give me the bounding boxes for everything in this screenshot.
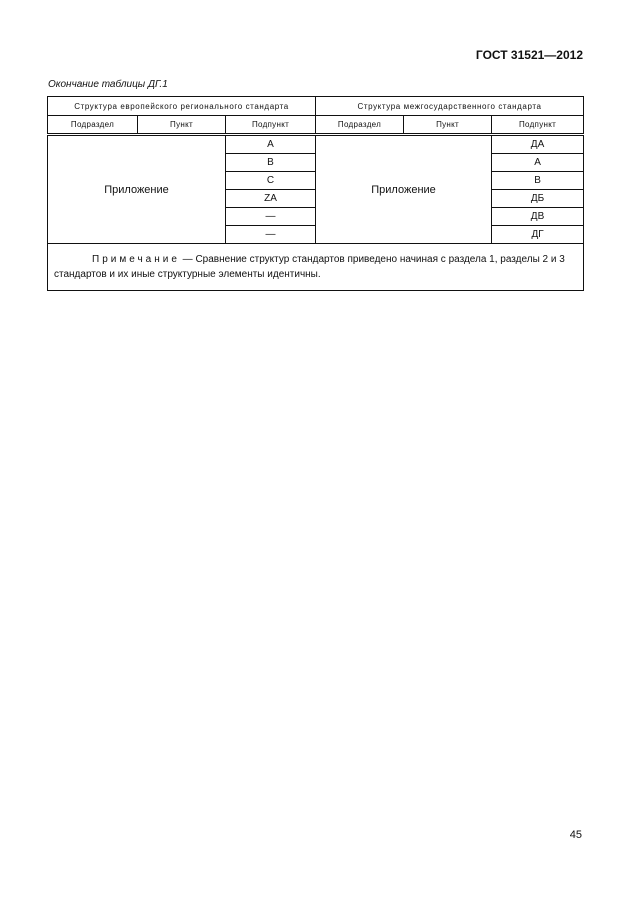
table-cell: ZA: [226, 190, 316, 208]
column-header: Подпункт: [226, 116, 316, 135]
document-id: ГОСТ 31521—2012: [475, 48, 583, 62]
table-cell: —: [226, 208, 316, 226]
table-cell: В: [492, 172, 584, 190]
table-cell: ДБ: [492, 190, 584, 208]
note-text: — Сравнение структур стандартов приведено начиная с раздела 1, разделы 2 и 3 стандартов и их иные структурные элементы идентичны.: [54, 254, 565, 280]
table-cell: ДГ: [492, 226, 584, 244]
column-header: Пункт: [138, 116, 226, 135]
right-section-cell: Приложение: [316, 135, 492, 244]
column-header: Подраздел: [48, 116, 138, 135]
table-caption: Окончание таблицы ДГ.1: [48, 79, 168, 90]
table-cell: ДВ: [492, 208, 584, 226]
table-cell: ДА: [492, 135, 584, 154]
page-number: 45: [569, 829, 582, 841]
group-header-european: Структура европейского регионального стандарта: [48, 97, 316, 116]
structure-comparison-table: [47, 96, 584, 291]
table-cell: А: [492, 154, 584, 172]
column-header: Пункт: [404, 116, 492, 135]
note-label: Примечание: [92, 254, 180, 265]
column-header: Подпункт: [492, 116, 584, 135]
table-note: [48, 244, 584, 291]
table-cell: —: [226, 226, 316, 244]
column-header: Подраздел: [316, 116, 404, 135]
table-cell: B: [226, 154, 316, 172]
left-section-cell: Приложение: [48, 135, 226, 244]
table-cell: A: [226, 135, 316, 154]
table-cell: C: [226, 172, 316, 190]
group-header-interstate: Структура межгосударственного стандарта: [316, 97, 584, 116]
